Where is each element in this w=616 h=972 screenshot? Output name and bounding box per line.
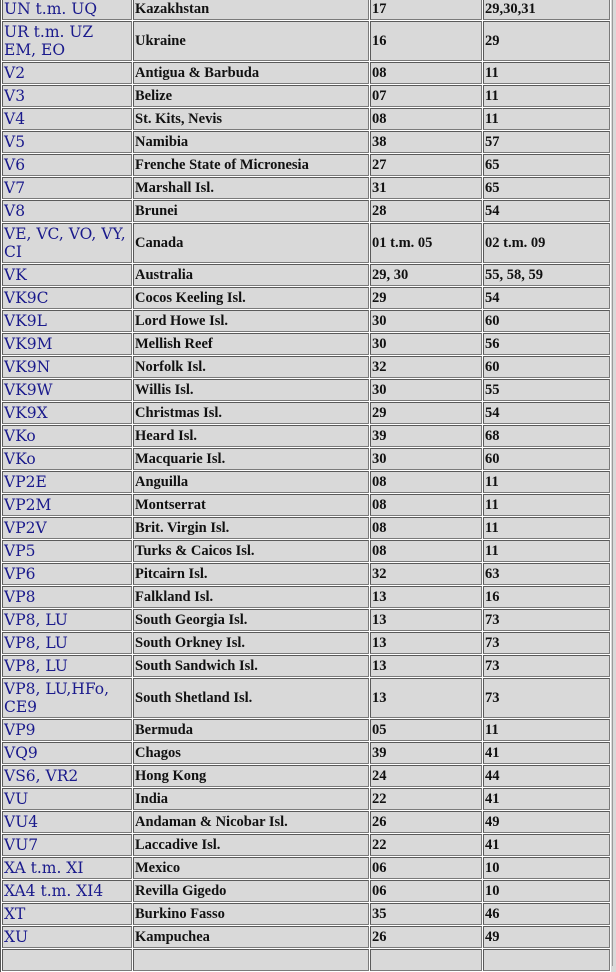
zone-b-cell: 41 xyxy=(483,788,610,810)
zone-a-cell: 26 xyxy=(370,811,482,833)
table-row xyxy=(2,765,610,787)
zone-a-cell: 39 xyxy=(370,425,482,447)
country-cell: Willis Isl. xyxy=(133,379,369,401)
zone-a-cell: 29 xyxy=(370,402,482,424)
table-row xyxy=(2,200,610,222)
zone-a-cell xyxy=(370,949,482,971)
country-cell: Australia xyxy=(133,264,369,286)
country-cell: Heard Isl. xyxy=(133,425,369,447)
prefix-cell: V4 xyxy=(2,108,132,130)
country-cell: Montserrat xyxy=(133,494,369,516)
table-row xyxy=(2,811,610,833)
zone-b-cell: 11 xyxy=(483,108,610,130)
country-cell: Mellish Reef xyxy=(133,333,369,355)
country-cell: Canada xyxy=(133,223,369,263)
zone-a-cell: 27 xyxy=(370,154,482,176)
table-row xyxy=(2,21,610,61)
country-cell: Bermuda xyxy=(133,719,369,741)
zone-b-cell: 73 xyxy=(483,655,610,677)
zone-a-cell: 30 xyxy=(370,333,482,355)
zone-a-cell: 08 xyxy=(370,108,482,130)
table-row xyxy=(2,655,610,677)
prefix-cell: V6 xyxy=(2,154,132,176)
table-row xyxy=(2,402,610,424)
table-row xyxy=(2,62,610,84)
country-cell: Cocos Keeling Isl. xyxy=(133,287,369,309)
table-row xyxy=(2,517,610,539)
country-cell: Norfolk Isl. xyxy=(133,356,369,378)
country-cell xyxy=(133,949,369,971)
table-row xyxy=(2,448,610,470)
zone-a-cell: 22 xyxy=(370,834,482,856)
zone-a-cell: 30 xyxy=(370,310,482,332)
country-cell: Kazakhstan xyxy=(133,0,369,20)
zone-a-cell: 08 xyxy=(370,471,482,493)
zone-b-cell: 54 xyxy=(483,402,610,424)
zone-b-cell: 02 t.m. 09 xyxy=(483,223,610,263)
prefix-cell: VP8, LU xyxy=(2,632,132,654)
zone-b-cell: 60 xyxy=(483,448,610,470)
table-row xyxy=(2,678,610,718)
prefix-cell: VP6 xyxy=(2,563,132,585)
zone-b-cell: 11 xyxy=(483,85,610,107)
prefix-cell: VK9L xyxy=(2,310,132,332)
country-cell: Marshall Isl. xyxy=(133,177,369,199)
country-cell: Macquarie Isl. xyxy=(133,448,369,470)
zone-b-cell: 29 xyxy=(483,21,610,61)
table-row xyxy=(2,586,610,608)
table-row xyxy=(2,108,610,130)
zone-a-cell: 13 xyxy=(370,632,482,654)
prefix-cell: V8 xyxy=(2,200,132,222)
prefix-cell: VK9X xyxy=(2,402,132,424)
zone-a-cell: 29, 30 xyxy=(370,264,482,286)
prefix-cell: VK xyxy=(2,264,132,286)
zone-b-cell: 11 xyxy=(483,62,610,84)
prefix-cell: V2 xyxy=(2,62,132,84)
table-row xyxy=(2,903,610,925)
country-cell: Frenche State of Micronesia xyxy=(133,154,369,176)
zone-b-cell: 49 xyxy=(483,926,610,948)
zone-a-cell: 13 xyxy=(370,655,482,677)
prefix-cell: VKo xyxy=(2,425,132,447)
zone-b-cell: 65 xyxy=(483,154,610,176)
country-cell: South Orkney Isl. xyxy=(133,632,369,654)
table-row xyxy=(2,223,610,263)
zone-b-cell: 11 xyxy=(483,471,610,493)
zone-a-cell: 39 xyxy=(370,742,482,764)
zone-b-cell: 11 xyxy=(483,719,610,741)
table-row xyxy=(2,471,610,493)
zone-b-cell: 60 xyxy=(483,356,610,378)
prefix-cell: VP2V xyxy=(2,517,132,539)
zone-a-cell: 24 xyxy=(370,765,482,787)
prefix-cell: UR t.m. UZ EM, EO xyxy=(2,21,132,61)
zone-a-cell: 08 xyxy=(370,517,482,539)
prefix-cell: VE, VC, VO, VY, CI xyxy=(2,223,132,263)
table-row xyxy=(2,632,610,654)
table-row xyxy=(2,310,610,332)
zone-a-cell: 35 xyxy=(370,903,482,925)
zone-a-cell: 30 xyxy=(370,379,482,401)
table-row xyxy=(2,425,610,447)
country-cell: Falkland Isl. xyxy=(133,586,369,608)
table-body xyxy=(2,0,610,971)
prefix-cell: VK9C xyxy=(2,287,132,309)
country-cell: India xyxy=(133,788,369,810)
zone-a-cell: 08 xyxy=(370,540,482,562)
zone-b-cell: 46 xyxy=(483,903,610,925)
zone-a-cell: 17 xyxy=(370,0,482,20)
prefix-cell: VP5 xyxy=(2,540,132,562)
table-row xyxy=(2,834,610,856)
zone-b-cell: 73 xyxy=(483,678,610,718)
table-row xyxy=(2,880,610,902)
zone-a-cell: 29 xyxy=(370,287,482,309)
zone-b-cell: 54 xyxy=(483,200,610,222)
country-cell: Ukraine xyxy=(133,21,369,61)
country-cell: Andaman & Nicobar Isl. xyxy=(133,811,369,833)
country-cell: Pitcairn Isl. xyxy=(133,563,369,585)
country-cell: Kampuchea xyxy=(133,926,369,948)
zone-a-cell: 30 xyxy=(370,448,482,470)
zone-a-cell: 38 xyxy=(370,131,482,153)
country-cell: South Sandwich Isl. xyxy=(133,655,369,677)
country-cell: Namibia xyxy=(133,131,369,153)
prefix-cell: XA t.m. XI xyxy=(2,857,132,879)
prefix-cell: VU xyxy=(2,788,132,810)
zone-a-cell: 06 xyxy=(370,880,482,902)
zone-b-cell: 73 xyxy=(483,632,610,654)
prefix-cell: V5 xyxy=(2,131,132,153)
zone-b-cell: 10 xyxy=(483,880,610,902)
prefix-cell xyxy=(2,949,132,971)
table-row xyxy=(2,926,610,948)
table-row xyxy=(2,540,610,562)
table-row xyxy=(2,131,610,153)
zone-b-cell: 49 xyxy=(483,811,610,833)
country-cell: Lord Howe Isl. xyxy=(133,310,369,332)
zone-a-cell: 32 xyxy=(370,356,482,378)
zone-b-cell: 10 xyxy=(483,857,610,879)
zone-a-cell: 07 xyxy=(370,85,482,107)
zone-b-cell: 41 xyxy=(483,742,610,764)
prefix-cell: VP2M xyxy=(2,494,132,516)
prefix-cell: V7 xyxy=(2,177,132,199)
zone-a-cell: 22 xyxy=(370,788,482,810)
prefix-cell: XT xyxy=(2,903,132,925)
country-cell: Mexico xyxy=(133,857,369,879)
table-row xyxy=(2,356,610,378)
zone-b-cell: 57 xyxy=(483,131,610,153)
prefix-cell: XA4 t.m. XI4 xyxy=(2,880,132,902)
zone-b-cell: 54 xyxy=(483,287,610,309)
table-row xyxy=(2,0,610,20)
zone-a-cell: 05 xyxy=(370,719,482,741)
prefix-cell: V3 xyxy=(2,85,132,107)
country-cell: Chagos xyxy=(133,742,369,764)
country-cell: South Georgia Isl. xyxy=(133,609,369,631)
zone-b-cell: 41 xyxy=(483,834,610,856)
zone-a-cell: 16 xyxy=(370,21,482,61)
table-row xyxy=(2,563,610,585)
zone-b-cell: 60 xyxy=(483,310,610,332)
zone-b-cell: 73 xyxy=(483,609,610,631)
table-row xyxy=(2,154,610,176)
table-row xyxy=(2,264,610,286)
table-row xyxy=(2,333,610,355)
zone-b-cell: 63 xyxy=(483,563,610,585)
country-cell: Belize xyxy=(133,85,369,107)
prefix-cell: VQ9 xyxy=(2,742,132,764)
country-cell: Anguilla xyxy=(133,471,369,493)
zone-a-cell: 26 xyxy=(370,926,482,948)
prefix-cell: VP8 xyxy=(2,586,132,608)
prefix-cell: VKo xyxy=(2,448,132,470)
zone-b-cell: 56 xyxy=(483,333,610,355)
zone-a-cell: 31 xyxy=(370,177,482,199)
country-cell: Revilla Gigedo xyxy=(133,880,369,902)
table-row xyxy=(2,719,610,741)
table-row xyxy=(2,85,610,107)
window-edge-divider xyxy=(612,0,613,966)
zone-b-cell: 55 xyxy=(483,379,610,401)
table-row xyxy=(2,177,610,199)
prefix-cell: VS6, VR2 xyxy=(2,765,132,787)
prefix-cell: VU4 xyxy=(2,811,132,833)
prefix-cell: VP9 xyxy=(2,719,132,741)
country-cell: Brit. Virgin Isl. xyxy=(133,517,369,539)
zone-a-cell: 06 xyxy=(370,857,482,879)
country-cell: Christmas Isl. xyxy=(133,402,369,424)
zone-a-cell: 13 xyxy=(370,609,482,631)
table-row xyxy=(2,609,610,631)
zone-a-cell: 13 xyxy=(370,586,482,608)
zone-b-cell: 16 xyxy=(483,586,610,608)
country-cell: South Shetland Isl. xyxy=(133,678,369,718)
country-cell: Turks & Caicos Isl. xyxy=(133,540,369,562)
prefix-cell: VK9N xyxy=(2,356,132,378)
zone-b-cell: 29,30,31 xyxy=(483,0,610,20)
zone-b-cell: 11 xyxy=(483,517,610,539)
table-row xyxy=(2,788,610,810)
country-cell: Laccadive Isl. xyxy=(133,834,369,856)
table-row xyxy=(2,857,610,879)
prefix-cell: VK9M xyxy=(2,333,132,355)
prefix-cell: UN t.m. UQ xyxy=(2,0,132,20)
country-cell: Burkino Fasso xyxy=(133,903,369,925)
zone-b-cell: 68 xyxy=(483,425,610,447)
table-row xyxy=(2,949,610,971)
prefix-cell: VU7 xyxy=(2,834,132,856)
country-cell: Hong Kong xyxy=(133,765,369,787)
table-row xyxy=(2,379,610,401)
country-cell: Antigua & Barbuda xyxy=(133,62,369,84)
prefix-cell: XU xyxy=(2,926,132,948)
zone-a-cell: 08 xyxy=(370,494,482,516)
prefix-cell: VP8, LU,HFo, CE9 xyxy=(2,678,132,718)
table-row xyxy=(2,287,610,309)
zone-a-cell: 28 xyxy=(370,200,482,222)
zone-b-cell: 11 xyxy=(483,494,610,516)
zone-b-cell: 65 xyxy=(483,177,610,199)
zone-b-cell: 11 xyxy=(483,540,610,562)
prefix-cell: VP8, LU xyxy=(2,609,132,631)
zone-a-cell: 08 xyxy=(370,62,482,84)
prefix-cell: VP2E xyxy=(2,471,132,493)
zone-b-cell: 44 xyxy=(483,765,610,787)
prefix-cell: VK9W xyxy=(2,379,132,401)
country-cell: Brunei xyxy=(133,200,369,222)
zone-a-cell: 32 xyxy=(370,563,482,585)
table-row xyxy=(2,494,610,516)
table-row xyxy=(2,742,610,764)
prefix-cell: VP8, LU xyxy=(2,655,132,677)
zone-a-cell: 01 t.m. 05 xyxy=(370,223,482,263)
zone-b-cell xyxy=(483,949,610,971)
country-cell: St. Kits, Nevis xyxy=(133,108,369,130)
zone-b-cell: 55, 58, 59 xyxy=(483,264,610,286)
zone-a-cell: 13 xyxy=(370,678,482,718)
